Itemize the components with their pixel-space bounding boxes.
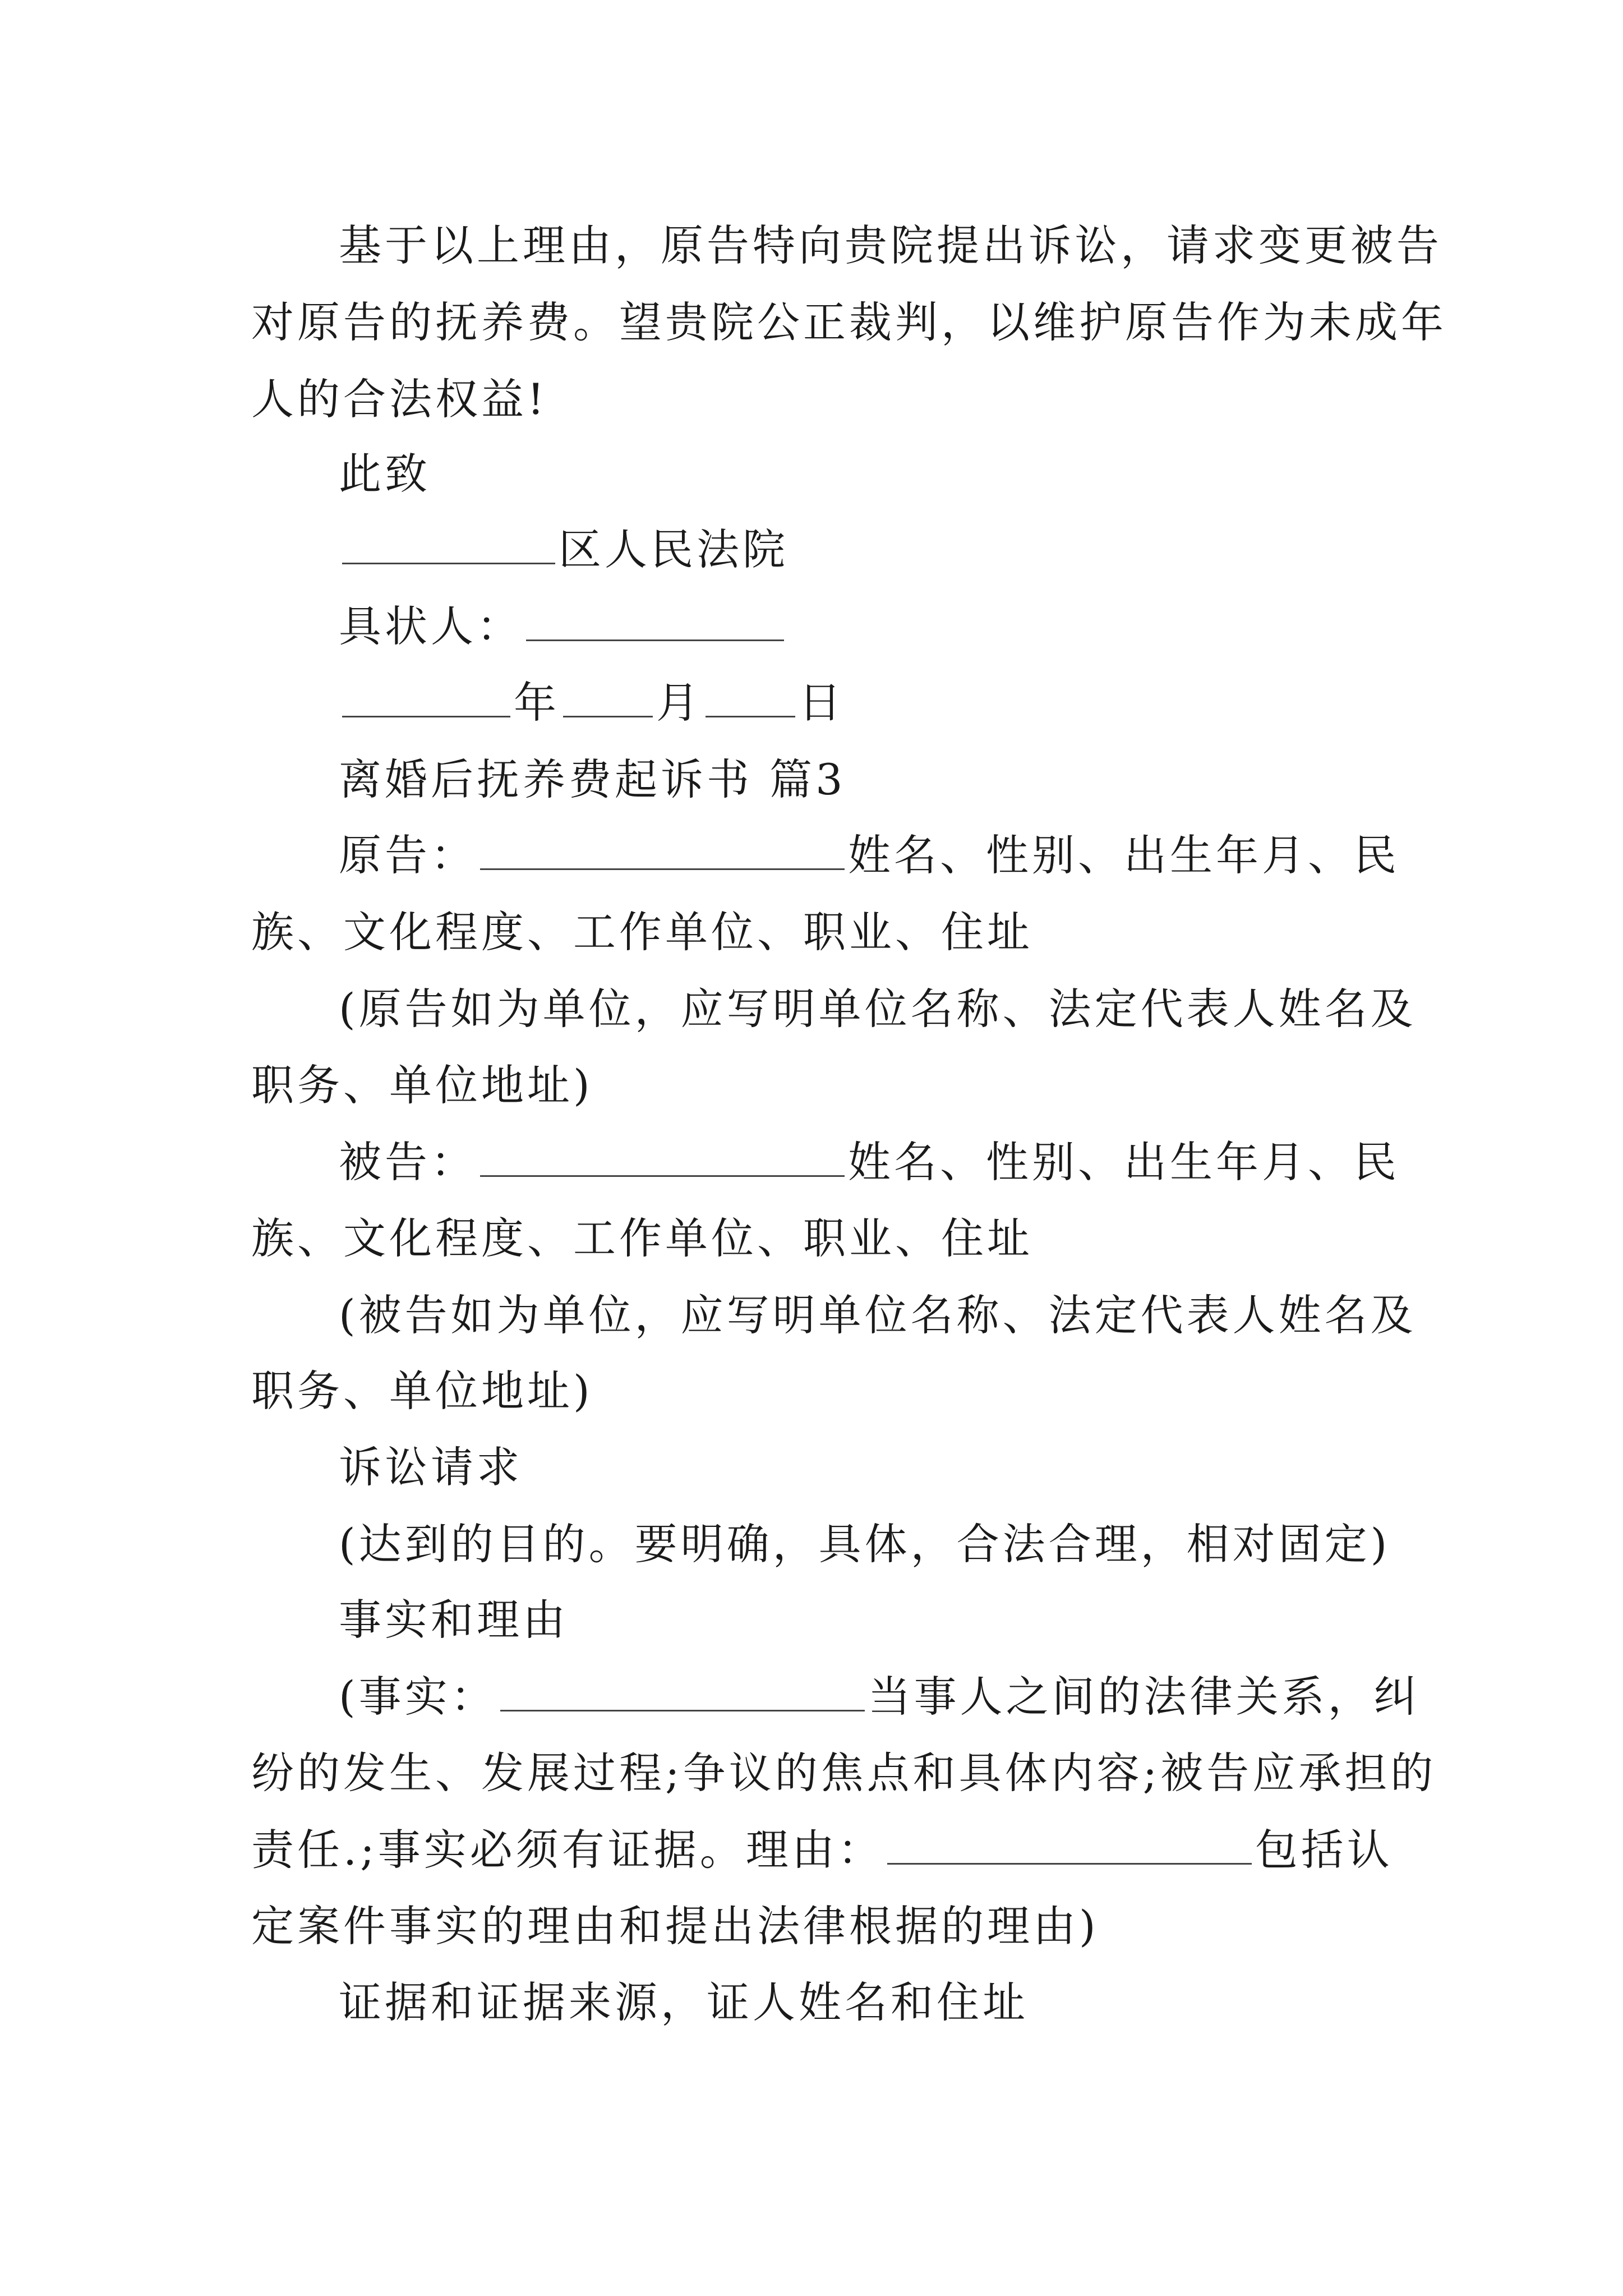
paragraph-line: 定案件事实的理由和提出法律根据的理由) xyxy=(251,1901,1099,1951)
signer-label: 具状人： xyxy=(339,601,523,651)
plaintiff-fields: 姓名、性别、出生年月、民 xyxy=(848,830,1400,880)
defendant-line xyxy=(339,1134,1400,1190)
year-label: 年 xyxy=(514,678,560,728)
facts-prefix: (事实： xyxy=(339,1672,497,1722)
defendant-fields: 姓名、性别、出生年月、民 xyxy=(848,1137,1400,1187)
paragraph-line: 对原告的抚养费。望贵院公正裁判，以维护原告作为未成年 xyxy=(251,297,1447,347)
paragraph-line: 族、文化程度、工作单位、职业、住址 xyxy=(251,1213,1033,1263)
defendant-blank xyxy=(480,1135,845,1177)
month-label: 月 xyxy=(656,678,702,728)
plaintiff-line xyxy=(339,827,1400,884)
day-blank xyxy=(706,675,795,717)
evidence-heading: 证据和证据来源，证人姓名和住址 xyxy=(339,1977,1029,2027)
paragraph-line: 人的合法权益! xyxy=(251,374,548,424)
paragraph-line: 族、文化程度、工作单位、职业、住址 xyxy=(251,907,1033,957)
court-suffix: 区人民法院 xyxy=(559,524,789,574)
plaintiff-blank xyxy=(480,828,845,870)
plaintiff-label: 原告： xyxy=(339,830,477,880)
day-label: 日 xyxy=(799,678,845,728)
paragraph-line: (被告如为单位，应写明单位名称、法定代表人姓名及 xyxy=(339,1290,1417,1340)
paragraph-line: 职务、单位地址) xyxy=(251,1366,593,1416)
facts-heading: 事实和理由 xyxy=(339,1595,569,1645)
defendant-label: 被告： xyxy=(339,1137,477,1187)
reason-line xyxy=(251,1822,1393,1878)
paragraph-line: 基于以上理由，原告特向贵院提出诉讼，请求变更被告 xyxy=(339,220,1442,270)
closing-line: 此致 xyxy=(339,449,431,499)
reason-blank xyxy=(887,1823,1252,1865)
date-line xyxy=(339,675,845,731)
court-name-blank xyxy=(342,522,555,564)
reason-prefix: 责任.;事实必须有证据。理由： xyxy=(251,1825,884,1875)
court-line xyxy=(339,522,789,578)
year-blank xyxy=(342,675,510,717)
section-title: 离婚后抚养费起诉书 篇3 xyxy=(339,754,846,804)
reason-suffix: 包括认 xyxy=(1255,1825,1393,1875)
facts-suffix: 当事人之间的法律关系，纠 xyxy=(868,1672,1420,1722)
signer-blank xyxy=(526,599,784,641)
claims-note: (达到的目的。要明确，具体，合法合理，相对固定) xyxy=(339,1519,1391,1569)
signer-line xyxy=(339,599,787,655)
facts-line xyxy=(339,1669,1420,1725)
month-blank xyxy=(563,675,653,717)
claims-heading: 诉讼请求 xyxy=(339,1442,523,1492)
paragraph-line: 职务、单位地址) xyxy=(251,1060,593,1110)
paragraph-line: (原告如为单位，应写明单位名称、法定代表人姓名及 xyxy=(339,984,1417,1034)
facts-blank xyxy=(500,1669,865,1711)
paragraph-line: 纷的发生、发展过程;争议的焦点和具体内容;被告应承担的 xyxy=(251,1748,1437,1798)
